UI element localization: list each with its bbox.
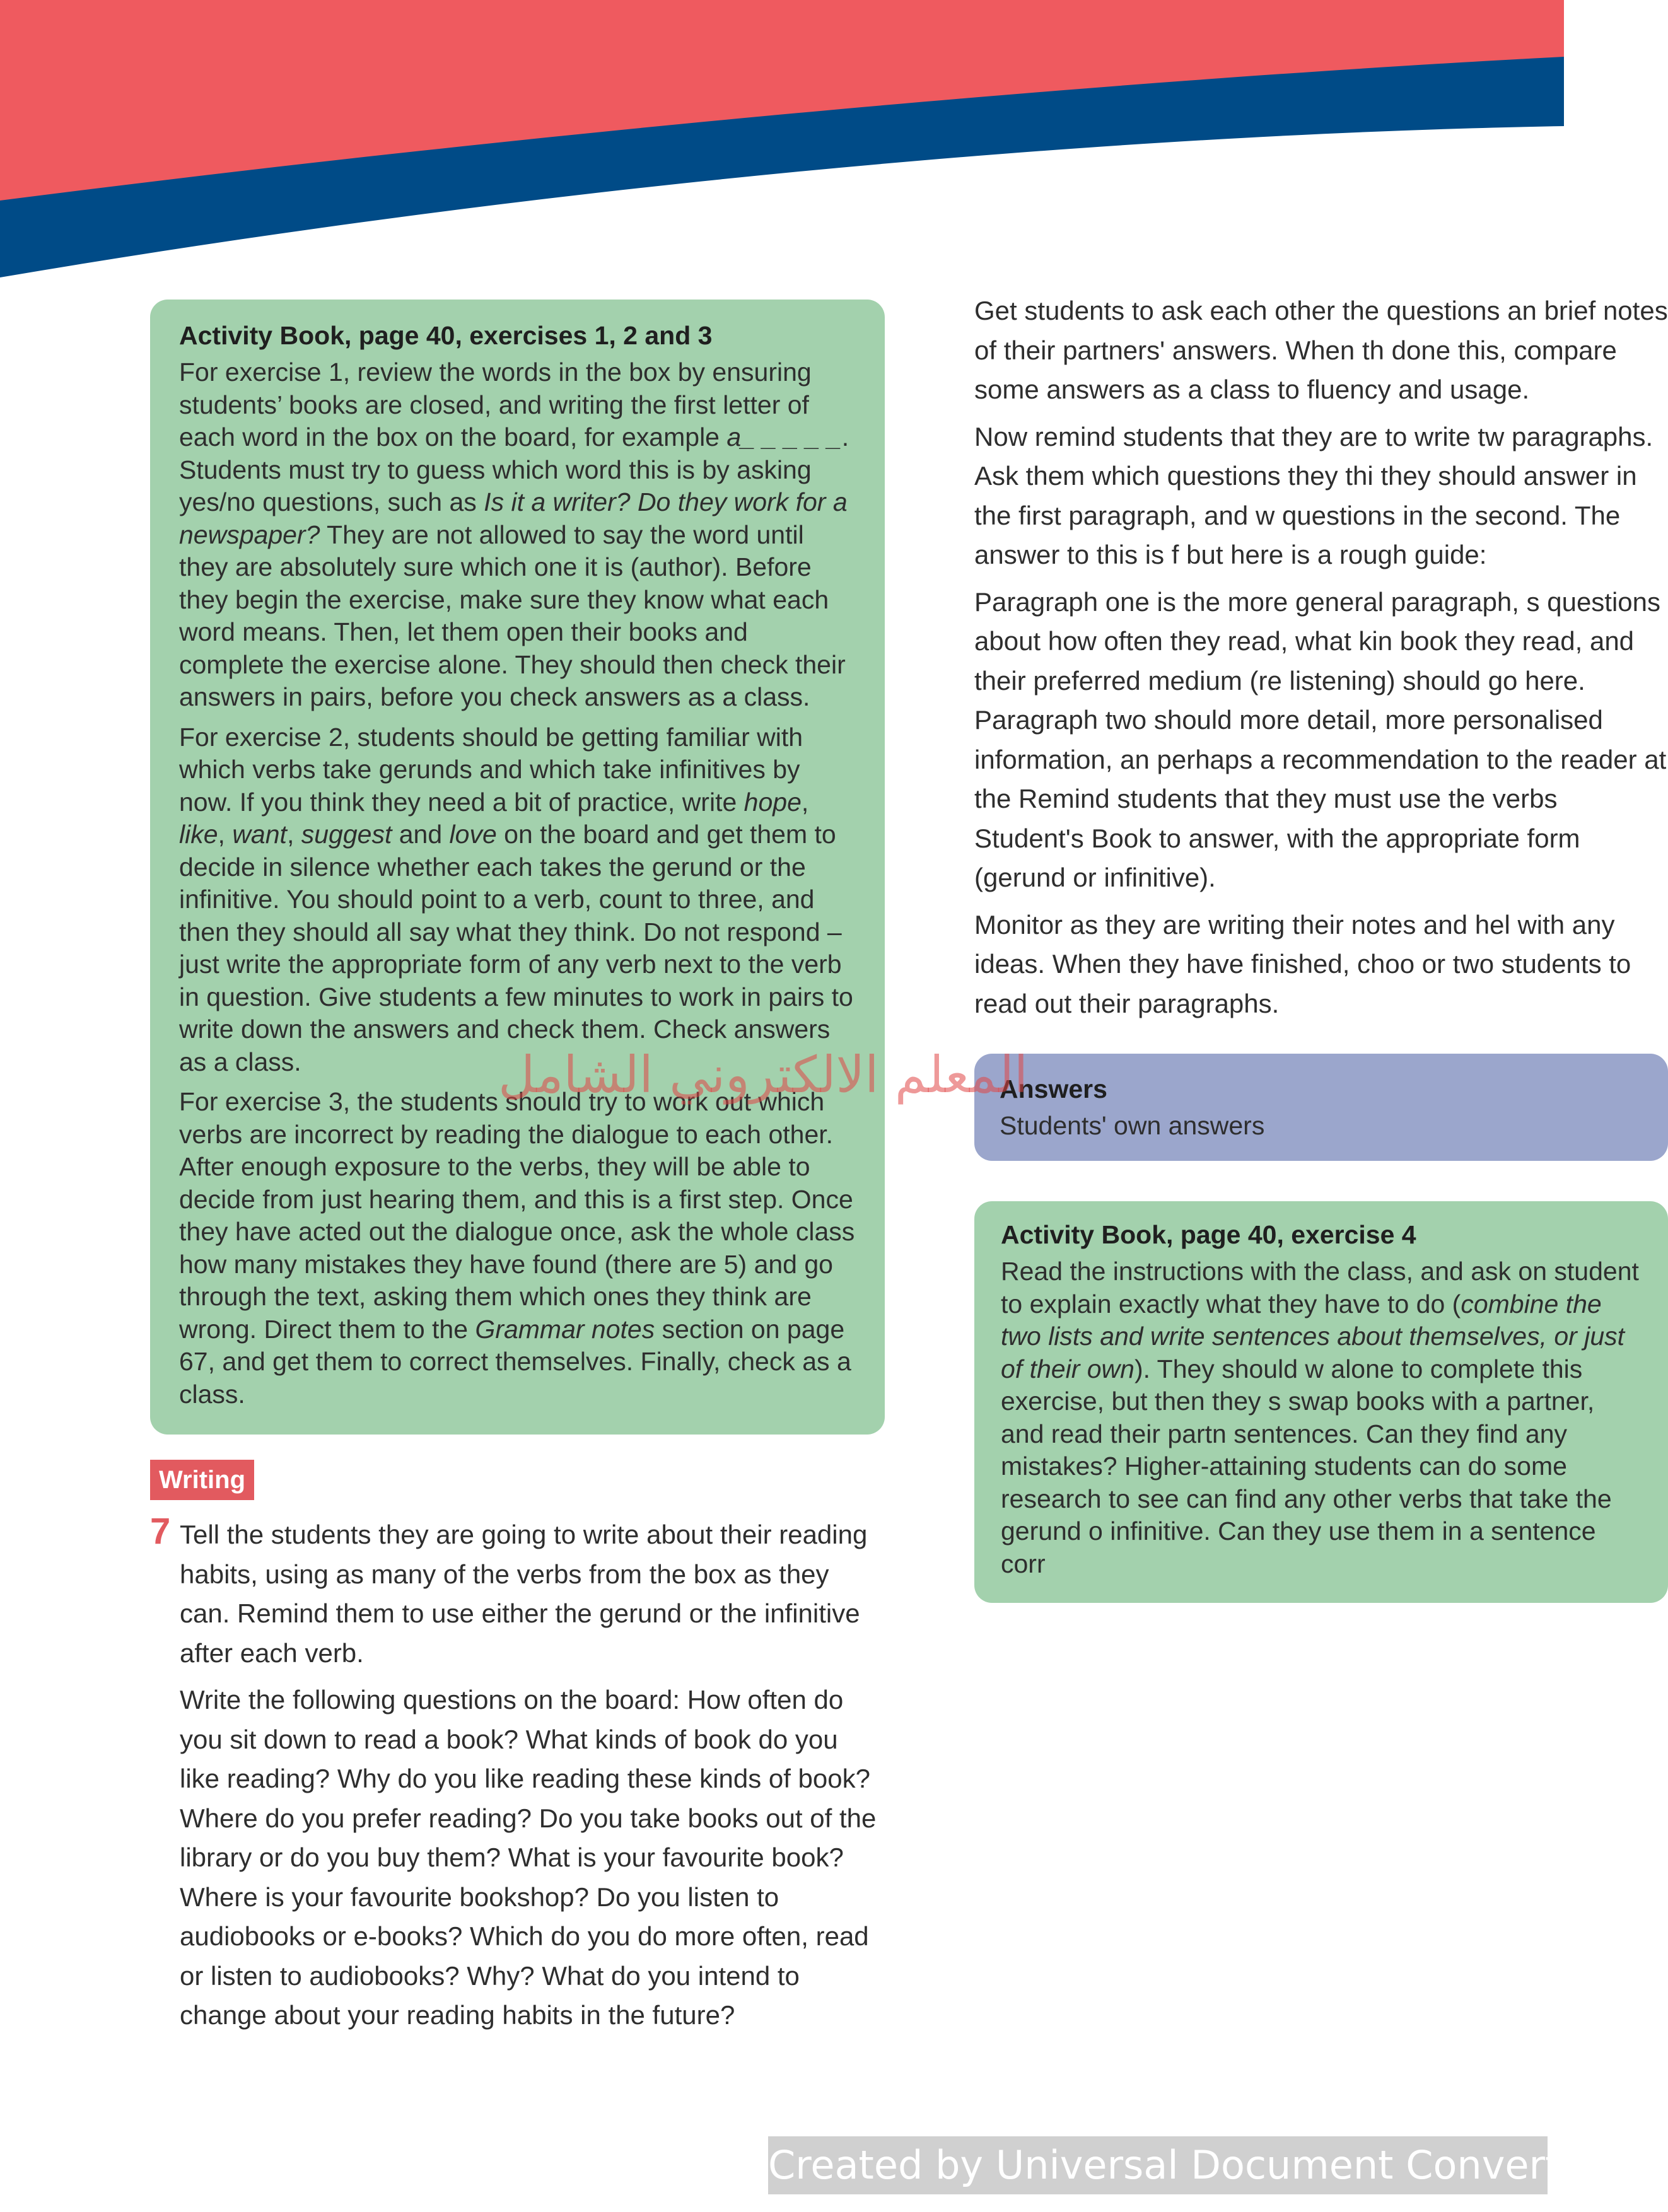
right-paragraph-1: Get students to ask each other the questions an brief notes of their partners' answers. When th done this, compare some answers as a class to fluency and usage. [974, 296, 1668, 404]
right-column [974, 291, 1668, 1603]
exercise-number: 7 [150, 1511, 171, 1552]
right-paragraph-3: Paragraph one is the more general paragraph, s questions about how often they read, what kin book they read, and their preferred medium (re listening) should go here. Paragraph two should more detail, more personalised information, an perhaps a recommendation to the reader at the Remind students that they must use the verbs Student's Book to answer, with the appropriate form (gerund or infinitive). [974, 586, 1667, 892]
writing-instructions-paragraph: Tell the students they are going to write about their reading habits, using as many of the verbs from the box as they can. Remind them to use either the gerund or the infinitive after each verb. [180, 1520, 868, 1668]
converter-stamp: Created by Universal Document Converter [768, 2136, 1548, 2194]
exercise-4-paragraph: Read the instructions with the class, and ask on student to explain exactly what they have to do (combine the two lists and write sentences about themselves, or just of their own). They should w alone to complete this exercise, but then they s swap books with a partner, and read their partn sentences. Can they find any mistakes? Higher-attaining students can do some research to see can find any other verbs that take the gerund o infinitive. Can they use them in a sentence corr [1001, 1257, 1639, 1578]
writing-questions-paragraph: Write the following questions on the board: How often do you sit down to read a book? What kinds of book do you like reading? Why do you like reading these kinds of book? Where do you prefer reading? Do you take books out of the library or do you buy them? What is your favourite book? Where is your favourite bookshop? Do you listen to audiobooks or e-books? Which do you do more often, read or listen to audiobooks? Why? What do you intend to change about your reading habits in the future? [180, 1685, 877, 2030]
activity-box-exercise-4 [974, 1201, 1668, 1603]
activity-box-exercises-1-2-3 [150, 300, 885, 1435]
answers-text: Students' own answers [1000, 1111, 1265, 1140]
activity-box-title: Activity Book, page 40, exercises 1, 2 and 3 [179, 321, 713, 350]
right-paragraph-2: Now remind students that they are to write tw paragraphs. Ask them which questions they thi they should answer in the first paragraph, and w questions in the second. The answer to this is f but here is a rough guide: [974, 421, 1653, 569]
header-banner [0, 0, 1564, 290]
exercise-7 [150, 1511, 885, 2035]
answers-title: Answers [1000, 1074, 1107, 1103]
exercise-2-paragraph: For exercise 2, students should be getting familiar with which verbs take gerunds and which take infinitives by now. If you think they need a bit of practice, write hope, like, want, suggest and love on the board and get them to decide in silence whether each takes the gerund or the infinitive. You should point to a verb, count to three, and then they should all say what they think. Do not respond – just write the appropriate form of any verb next to the verb in question. Give students a few minutes to work in pairs to write down the answers and check them. Check answers as a class. [179, 722, 853, 1076]
exercise-1-paragraph: For exercise 1, review the words in the box by ensuring students’ books are closed, and writing the first letter of each word in the box on the board, for example a_ _ _ _ _. Students must try to guess which word this is by asking yes/no questions, such as Is it a writer? Do they work for a newspaper? They are not allowed to say the word until they are absolutely sure which one it is (author). Before they begin the exercise, make sure they know what each word means. Then, let them open their books and complete the exercise alone. They should then check their answers in pairs, before you check answers as a class. [179, 358, 849, 711]
left-column [150, 300, 885, 2043]
answers-box [974, 1054, 1668, 1161]
writing-section-tag: Writing [150, 1460, 254, 1500]
activity-box-title: Activity Book, page 40, exercise 4 [1001, 1220, 1416, 1249]
exercise-3-paragraph: For exercise 3, the students should try to work out which verbs are incorrect by reading the dialogue to each other. After enough exposure to the verbs, they will be able to decide from just hearing them, and this is a first step. Once they have acted out the dialogue once, ask the whole class how many mistakes they have found (there are 5) and go through the text, asking them which ones they think are wrong. Direct them to the Grammar notes section on page 67, and get them to correct themselves. Finally, check as a class. [179, 1087, 855, 1409]
arabic-watermark: المعلم الالكتروني الشامل [498, 1045, 1029, 1104]
right-paragraph-4: Monitor as they are writing their notes and hel with any ideas. When they have finished, choo or two students to read out their paragraphs. [974, 909, 1631, 1018]
